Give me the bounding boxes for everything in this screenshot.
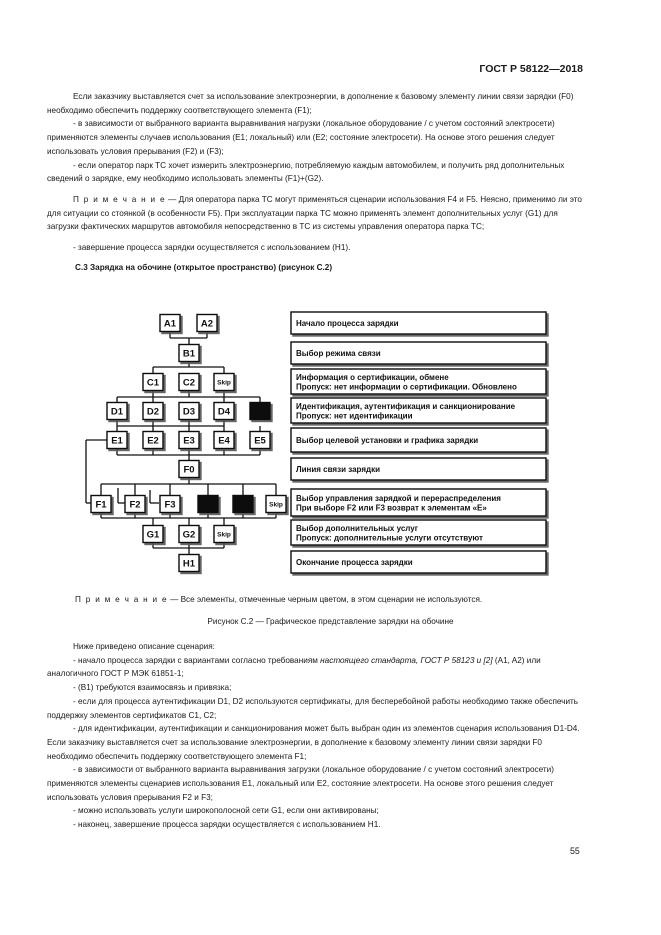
node-label: E1 [111,435,123,447]
note-label: П р и м е ч а н и е [73,194,166,204]
list-item: - в зависимости от выбранного варианта выравнивания загрузки (локальное оборудование / с учетом состояний электросети) применяются элементы сценариев использования E1, локальный или E2, состояние электросети. На основе этого решения следует использовать условия прерывания F2 и F3; [47,765,554,802]
node-label: B1 [182,348,196,360]
node-e1 [107,432,127,449]
node-label: E5 [254,435,266,447]
list-item: - можно использовать услуги широкополосной сети G1, если они активированы; [73,806,379,816]
step-label-text: Пропуск: нет информации о сертификации. Обновлено [296,382,517,392]
step-label-text: Пропуск: нет идентификации [296,411,413,421]
label-target [291,428,546,452]
node-e5 [250,432,270,449]
node-label: H1 [182,558,196,570]
paragraph: - в зависимости от выбранного варианта выравнивания нагрузки (локальное оборудование / с учетом состояний электросети) применяются элементы случаев использования (E1; локальный) или (E2; состояние электросети). На основе этого решения следует использовать условия прерывания (F2) и (F3); [47,119,555,156]
list-item: - (B1) требуются взаимосвязь и привязка; [73,683,232,693]
node-label: A2 [200,318,214,330]
node-d2 [143,403,163,420]
flow-nodes [91,315,286,572]
figure-note-text: — Все элементы, отмеченные черным цветом, в этом сценарии не используются. [167,595,483,604]
node-e2 [143,432,163,449]
list-item [47,654,587,681]
step-label-text: Выбор управления зарядкой и перераспределения [296,493,501,503]
list-item: - для идентификации, аутентификации и санкционирования может быть выбран один из элементов сценария использования D1-D4. Если заказчику выставляется счет за использование электроэнергии, в дополнение к базовому элементу линии связи зарядки F0 необходимо обеспечить поддержку соответствующего элемента F1; [47,724,580,761]
step-label-text: Информация о сертификации, обмене [296,372,449,382]
node-label: C2 [182,377,196,389]
paragraph: Ниже приведено описание сценария: [73,642,215,651]
list-item: - наконец, завершение процесса зарядки осуществляется с использованием H1. [73,820,381,830]
node-label: D3 [182,406,196,418]
step-label-text: Идентификация, аутентификация и санкционирование [296,401,516,411]
list-item-reference: настоящего стандарта, ГОСТ Р 58123 и [2] [320,655,493,665]
step-label-text: Начало процесса зарядки [296,319,399,329]
node-f3 [160,496,180,513]
label-identification [291,398,546,423]
node-label: E2 [147,435,159,447]
figure-note [75,595,482,604]
node-c1 [143,374,163,391]
node-g1 [143,526,163,543]
step-label-text: Линия связи зарядки [296,465,380,475]
node-d3 [179,403,199,420]
step-label-text: Выбор целевой установки и графика зарядки [296,436,479,446]
node-d4 [214,403,234,420]
node-e4 [214,432,234,449]
node-label: C1 [146,377,160,389]
step-label-text: Выбор дополнительных услуг [296,523,419,533]
node-label: A1 [163,318,177,330]
node-label: D4 [217,406,231,418]
list-item-text: - начало процесса зарядки с вариантами согласно требованиям [73,655,321,665]
node-f1 [91,496,111,513]
node-label: F0 [183,464,195,476]
node-f2 [125,496,145,513]
list-item: - если для процесса аутентификации D1, D2 используются сертификаты, для бесперебойной работы необходимо также обеспечить поддержку элементов сертификатов C1, C2; [47,696,579,720]
label-comm-mode [291,342,546,364]
node-label: D2 [146,406,160,418]
step-label-text: Выбор режима связи [296,349,381,359]
node-h1 [179,555,199,572]
node-label: F1 [95,499,107,511]
paragraph: Если заказчику выставляется счет за использование электроэнергии, в дополнение к базовому элементу линии связи зарядки (F0) необходимо обеспечить поддержку соответствующего элемента (F1); [47,92,574,115]
paragraph: - если оператор парк ТС хочет измерить электроэнергию, потребляемую каждым автомобилем, и получить ряд дополнительных сведений о зарядке, ему необходимо использовать элементы (F1)+(G2). [47,160,565,184]
node-a2 [197,315,217,332]
label-services [291,520,546,545]
label-end [291,551,546,573]
node-g2 [179,526,199,543]
node-label: F2 [129,499,141,511]
step-label-text: Окончание процесса зарядки [296,558,413,568]
unused-node [198,496,218,513]
step-labels [291,312,546,573]
unused-node [250,403,270,420]
figure-note-label: П р и м е ч а н и е [75,595,168,604]
node-c-skip [214,374,234,391]
paragraph: - завершение процесса зарядки осуществляется с использованием (H1). [73,243,351,253]
figure-caption: Рисунок С.2 — Графическое представление зарядки на обочине [207,617,454,626]
label-link [291,458,546,480]
node-label: G2 [182,529,196,541]
node-c2 [179,374,199,391]
node-a1 [160,315,180,332]
document-id: ГОСТ Р 58122—2018 [479,63,583,75]
node-label: Skip [217,379,231,387]
node-label: Skip [217,531,231,539]
label-start [291,312,546,334]
node-f-skip [266,496,286,513]
step-label-text: При выборе F2 или F3 возврат к элементам «E» [296,503,487,513]
node-label: E4 [218,435,230,447]
node-label: E3 [183,435,195,447]
note-text: — Для оператора парка ТС могут применяться сценарии использования F4 и F5. Неясно, применимо ли это для ситуации со стоянкой (в особенности F5). При эксплуатации парка ТС можно применять элемент дополнительных услуг (G1) для загрузки фактических маршрутов автомобиля непосредственно в ТС из системы управления оператора парка ТС; [47,194,582,232]
node-label: F3 [164,499,176,511]
node-d1 [107,403,127,420]
node-label: Skip [269,501,283,509]
node-b1 [179,345,199,362]
node-e3 [179,432,199,449]
label-certification [291,369,546,394]
node-f0 [179,461,199,478]
node-label: G1 [146,529,160,541]
node-label: D1 [110,406,124,418]
unused-node [233,496,253,513]
node-g-skip [214,526,234,543]
label-control [291,489,546,516]
page-number: 55 [570,846,580,856]
section-title: С.3 Зарядка на обочине (открытое пространство) (рисунок С.2) [75,262,333,272]
step-label-text: Пропуск: дополнительные услуги отсутствуют [296,533,483,543]
list-item-text: (A1, A2) или аналогичного ГОСТ Р МЭК 61851-1; [47,655,541,679]
scenario-description [47,640,587,832]
